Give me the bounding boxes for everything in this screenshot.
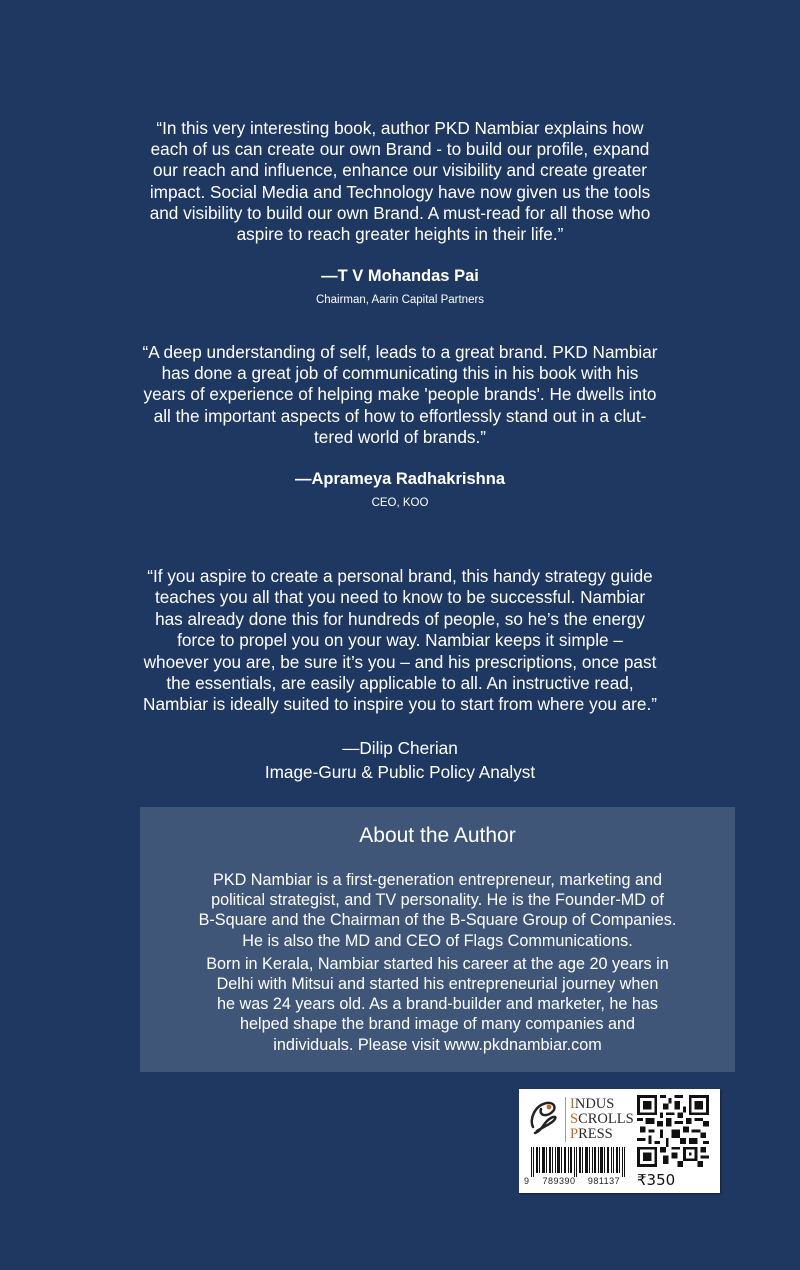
about-line: helped shape the brand image of many companies and: [239, 1015, 636, 1034]
isbn-group-1: 789390: [542, 1176, 576, 1186]
price: ₹350: [637, 1171, 676, 1189]
testimonial-author-role: Image-Guru & Public Policy Analyst: [264, 761, 536, 782]
quote-line: all the important aspects of how to effortlessly stand out in a clut-: [153, 405, 647, 426]
quote-line: force to propel you on your way. Nambiar keeps it simple –: [177, 630, 623, 651]
isbn-prefix: 9: [524, 1176, 530, 1186]
about-line: political strategist, and TV personality. He is the Founder-MD of: [211, 891, 664, 910]
about-line: Delhi with Mitsui and started his entrepreneurial journey when: [216, 975, 659, 994]
quote-line: each of us can create our own Brand - to build our profile, expand: [150, 139, 650, 160]
quote-line: years of experience of helping make 'people brands'. He dwells into: [143, 384, 657, 405]
testimonial-author-role: CEO, KOO: [371, 497, 429, 510]
publisher-word: NDUS: [574, 1096, 615, 1112]
publisher-initial: P: [570, 1126, 579, 1142]
quote-line: our reach and influence, enhance our visibility and create greater: [153, 160, 647, 181]
about-the-author-panel: [140, 807, 735, 1072]
testimonial-dilip-cherian: [140, 566, 660, 783]
testimonial-aprameya-radhakrishna: [140, 342, 660, 510]
quote-line: “In this very interesting book, author PKD Nambiar explains how: [156, 118, 644, 138]
publisher-initial: I: [570, 1096, 575, 1112]
publisher-name: [565, 1097, 634, 1142]
about-line: Born in Kerala, Nambiar started his career at the age 20 years in: [206, 954, 669, 973]
quote-line: tered world of brands.”: [314, 426, 486, 447]
quote-line: Nambiar is ideally suited to inspire you to start from where you are.”: [143, 694, 657, 715]
quote-line: “A deep understanding of self, leads to a great brand. PKD Nambiar: [142, 342, 658, 362]
about-line: he was 24 years old. As a brand-builder and marketer, he has: [217, 995, 658, 1014]
testimonial-author: —T V Mohandas Pai: [321, 267, 479, 286]
quote-line: has already done this for hundreds of people, so he’s the energy: [155, 608, 645, 629]
publisher-word: RESS: [578, 1126, 613, 1142]
quote-line: impact. Social Media and Technology have now given us the tools: [149, 181, 651, 202]
quote-line: whoever you are, be sure it’s you – and his prescriptions, once past: [143, 651, 657, 672]
about-title: About the Author: [359, 824, 516, 847]
isbn-group-2: 981137: [587, 1176, 621, 1186]
about-line: PKD Nambiar is a first-generation entrepreneur, marketing and: [213, 871, 662, 889]
about-line: B-Square and the Chairman of the B-Square Group of Companies.: [198, 911, 677, 930]
publisher-logo-icon: [527, 1097, 561, 1137]
about-line: He is also the MD and CEO of Flags Communications.: [242, 931, 633, 950]
publisher-initial: S: [570, 1111, 579, 1127]
about-line: individuals. Please visit www.pkdnambiar.com: [273, 1035, 602, 1054]
isbn-number: [524, 1176, 628, 1186]
quote-line: the essentials, are easily applicable to all. An instructive read,: [166, 673, 634, 694]
about-paragraph-1: [140, 870, 735, 951]
quote-line: has done a great job of communicating this in his book with his: [161, 363, 639, 384]
testimonial-mohandas-pai: [140, 118, 660, 307]
testimonial-author: —Aprameya Radhakrishna: [295, 470, 505, 489]
about-paragraph-2: [140, 954, 735, 1055]
publisher-word: CROLLS: [578, 1111, 634, 1127]
barcode-label: [519, 1089, 720, 1193]
testimonial-author-role: Chairman, Aarin Capital Partners: [315, 294, 485, 307]
qr-code-icon: [637, 1095, 709, 1167]
quote-line: aspire to reach greater heights in their life.”: [236, 224, 564, 245]
testimonial-author: —Dilip Cherian: [342, 737, 458, 758]
quote-line: and visibility to build our own Brand. A must-read for all those who: [149, 202, 651, 223]
quote-line: teaches you all that you need to know to be successful. Nambiar: [154, 587, 646, 608]
isbn-barcode-icon: [531, 1147, 627, 1177]
quote-line: “If you aspire to create a personal brand, this handy strategy guide: [147, 566, 653, 586]
